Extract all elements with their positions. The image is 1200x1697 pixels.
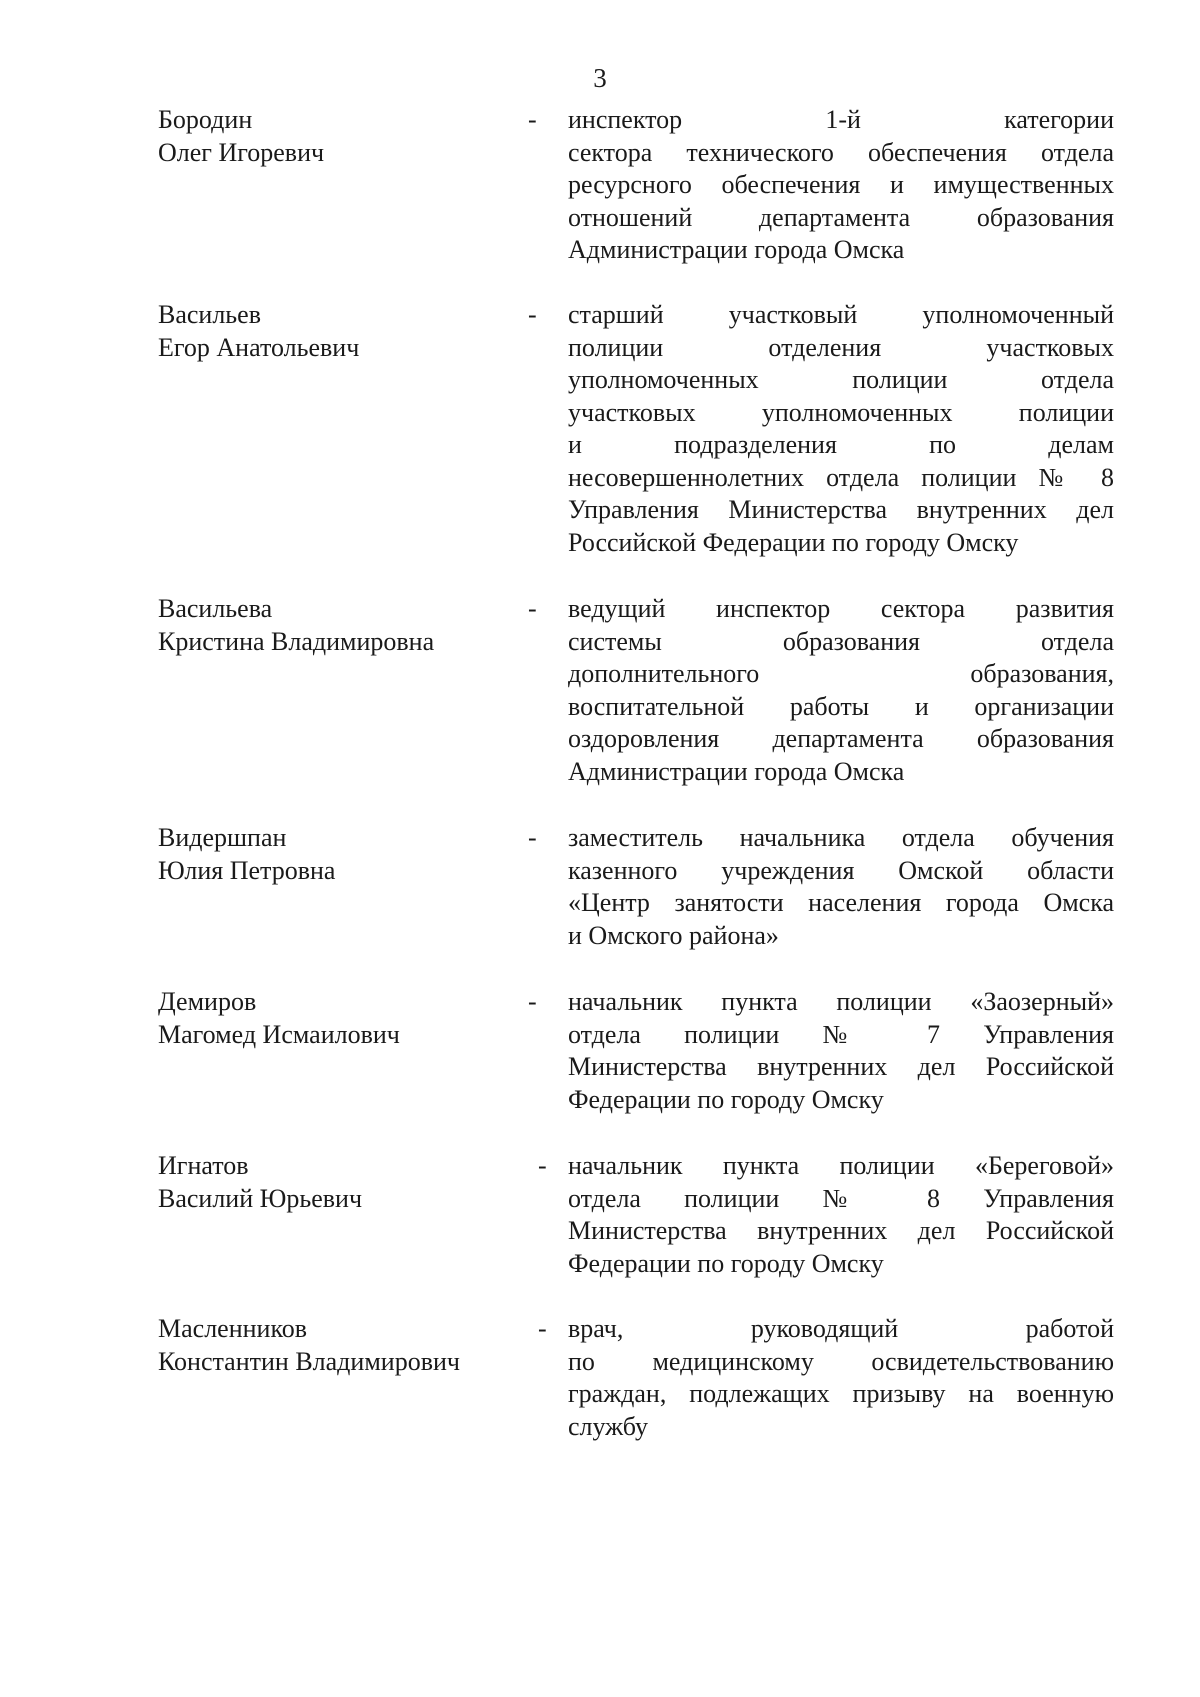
position-line: старший участковый уполномоченный bbox=[568, 300, 1114, 329]
position-line: службу bbox=[568, 1411, 649, 1441]
member-position bbox=[568, 822, 1114, 952]
position-line: заместитель начальника отдела обучения bbox=[568, 823, 1114, 852]
position-line: начальник пункта полиции «Береговой» bbox=[568, 1151, 1114, 1180]
position-line: Федерации по городу Омску bbox=[568, 1248, 884, 1278]
member-name bbox=[158, 1313, 518, 1378]
position-line: казенного учреждения Омской области bbox=[568, 855, 1114, 885]
position-line: уполномоченных полиции отдела bbox=[568, 365, 1114, 394]
position-line: и подразделения по делам bbox=[568, 430, 1114, 459]
position-line: воспитательной работы и организации bbox=[568, 691, 1114, 721]
separator-dash: - bbox=[528, 987, 537, 1016]
member-position bbox=[568, 299, 1114, 559]
position-line: отношений департамента образования bbox=[568, 202, 1114, 232]
member-last-name: Бородин bbox=[158, 105, 253, 134]
position-line: ведущий инспектор сектора развития bbox=[568, 594, 1114, 623]
position-line: несовершеннолетних отдела полиции № 8 bbox=[568, 462, 1114, 492]
position-line: начальник пункта полиции «Заозерный» bbox=[568, 987, 1114, 1016]
position-line: инспектор 1-й категории bbox=[568, 105, 1114, 134]
position-line: отдела полиции № 7 Управления bbox=[568, 1019, 1114, 1049]
position-line: «Центр занятости населения города Омска bbox=[568, 888, 1114, 917]
position-line: Администрации города Омска bbox=[568, 756, 905, 786]
member-last-name: Васильев bbox=[158, 300, 261, 329]
separator-dash: - bbox=[538, 1314, 547, 1343]
position-line: Федерации по городу Омску bbox=[568, 1084, 884, 1114]
member-first-names: Магомед Исмаилович bbox=[158, 1019, 400, 1049]
member-first-names: Кристина Владимировна bbox=[158, 626, 435, 656]
position-line: полиции отделения участковых bbox=[568, 332, 1114, 362]
separator-dash: - bbox=[528, 594, 537, 623]
position-line: отдела полиции № 8 Управления bbox=[568, 1183, 1114, 1213]
position-line: сектора технического обеспечения отдела bbox=[568, 137, 1114, 167]
position-line: врач, руководящий работой bbox=[568, 1314, 1114, 1343]
member-last-name: Демиров bbox=[158, 987, 257, 1016]
position-line: Управления Министерства внутренних дел bbox=[568, 495, 1114, 524]
position-line: оздоровления департамента образования bbox=[568, 724, 1114, 753]
position-line: ресурсного обеспечения и имущественных bbox=[568, 170, 1114, 199]
member-first-names: Егор Анатольевич bbox=[158, 332, 360, 362]
member-name bbox=[158, 822, 518, 887]
member-last-name: Масленников bbox=[158, 1314, 308, 1343]
position-line: Министерства внутренних дел Российской bbox=[568, 1052, 1114, 1081]
position-line: Администрации города Омска bbox=[568, 235, 905, 264]
member-position bbox=[568, 986, 1114, 1116]
separator-dash: - bbox=[528, 105, 537, 134]
position-line: участковых уполномоченных полиции bbox=[568, 397, 1114, 427]
member-position bbox=[568, 593, 1114, 788]
member-name bbox=[158, 104, 518, 169]
member-name bbox=[158, 593, 518, 658]
member-position bbox=[568, 104, 1114, 267]
member-last-name: Васильева bbox=[158, 594, 273, 623]
page-number: 3 bbox=[593, 63, 607, 93]
separator-dash: - bbox=[538, 1151, 547, 1180]
member-name bbox=[158, 299, 518, 364]
position-line: граждан, подлежащих призыву на военную bbox=[568, 1379, 1114, 1408]
member-first-names: Константин Владимирович bbox=[158, 1346, 460, 1376]
position-line: и Омского района» bbox=[568, 920, 779, 950]
position-line: по медицинскому освидетельствованию bbox=[568, 1346, 1114, 1376]
member-first-names: Василий Юрьевич bbox=[158, 1183, 363, 1213]
position-line: Российской Федерации по городу Омску bbox=[568, 527, 1019, 557]
position-line: дополнительного образования, bbox=[568, 659, 1114, 688]
member-last-name: Игнатов bbox=[158, 1151, 249, 1180]
separator-dash: - bbox=[528, 300, 537, 329]
member-first-names: Олег Игоревич bbox=[158, 137, 325, 167]
member-name bbox=[158, 986, 518, 1051]
member-position bbox=[568, 1313, 1114, 1443]
member-position bbox=[568, 1150, 1114, 1280]
position-line: Министерства внутренних дел Российской bbox=[568, 1216, 1114, 1245]
member-first-names: Юлия Петровна bbox=[158, 855, 336, 885]
member-name bbox=[158, 1150, 518, 1215]
member-last-name: Видершпан bbox=[158, 823, 287, 852]
separator-dash: - bbox=[528, 823, 537, 852]
position-line: системы образования отдела bbox=[568, 626, 1114, 656]
